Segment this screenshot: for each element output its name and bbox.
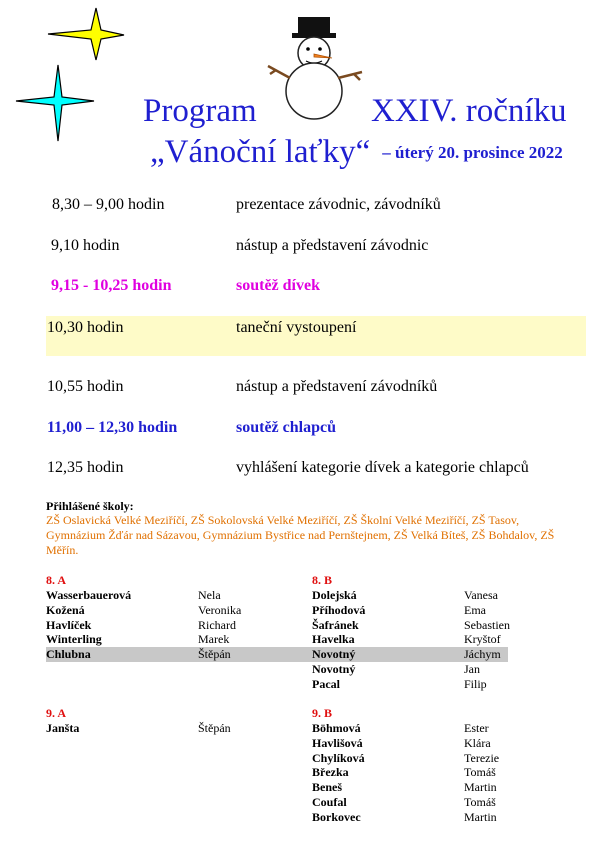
schedule-row [46, 408, 586, 448]
student-given: Veronika [198, 602, 242, 617]
class-heading: 8. A [46, 573, 67, 587]
student-row [312, 810, 512, 825]
class-8a [46, 573, 246, 662]
schedule-desc: taneční vystoupení [236, 319, 357, 336]
schedule-time: 10,55 hodin [47, 378, 124, 395]
student-row [312, 588, 512, 603]
student-row [312, 662, 512, 677]
class-9b [312, 706, 512, 825]
student-given: Richard [198, 617, 236, 632]
student-surname: Dolejská [312, 588, 357, 602]
student-given: Ema [464, 602, 486, 617]
event-name: „Vánoční laťky“ [150, 134, 371, 170]
student-row [46, 618, 246, 633]
student-given: Klára [464, 735, 491, 750]
student-given: Tomáš [464, 794, 496, 809]
student-surname: Pacal [312, 676, 340, 691]
student-given: Vanesa [464, 588, 498, 602]
student-row [46, 603, 246, 618]
class-8b [312, 573, 512, 692]
student-given: Marek [198, 632, 230, 647]
student-surname: Novotný [312, 647, 356, 662]
student-given: Štěpán [198, 647, 231, 662]
schedule-row [46, 266, 586, 306]
student-row [46, 721, 246, 736]
schedule-row [46, 316, 586, 356]
schools-list: ZŠ Oslavická Velké Meziříčí, ZŠ Sokolovská Velké Meziříčí, ZŠ Školní Velké Meziříčí, ZŠ Tasov, Gymnázium Žďár nad Sázavou, Gymnázium Bystřice nad Pernštejnem, ZŠ Velká Bíteš, ZŠ Bohdalov, ZŠ Měřín. [46, 513, 555, 557]
student-row [312, 721, 512, 736]
cyan-star-icon [14, 63, 96, 143]
schedule-row [46, 367, 586, 407]
schedule-desc: soutěž dívek [236, 277, 320, 294]
schedule-time: 9,15 - 10,25 hodin [51, 277, 172, 294]
class-heading: 8. B [312, 573, 333, 587]
student-surname: Kožená [46, 602, 85, 617]
student-surname: Winterling [46, 632, 102, 647]
student-given: Martin [464, 780, 497, 795]
student-surname: Chlubna [46, 647, 91, 662]
student-surname: Šafránek [312, 617, 359, 632]
student-row [312, 736, 512, 751]
student-row [312, 603, 512, 618]
schedule-time: 12,35 hodin [47, 459, 124, 476]
student-surname: Havelka [312, 632, 355, 647]
student-row [312, 751, 512, 766]
schedule-desc: vyhlášení kategorie dívek a kategorie chlapců [236, 459, 529, 476]
student-surname: Havlíček [46, 617, 92, 632]
yellow-star-icon [44, 6, 126, 62]
student-given: Ester [464, 721, 489, 735]
student-row [312, 647, 508, 662]
schedule-time: 9,10 hodin [51, 237, 120, 254]
student-surname: Wasserbauerová [46, 588, 132, 602]
student-row [312, 632, 512, 647]
schools-heading: Přihlášené školy: [46, 499, 134, 513]
page-subtitle [150, 134, 563, 171]
student-row [46, 647, 312, 662]
class-heading: 9. A [46, 706, 67, 720]
student-surname: Borkovec [312, 809, 361, 824]
student-surname: Beneš [312, 780, 342, 795]
student-surname: Březka [312, 765, 349, 780]
student-row [312, 765, 512, 780]
student-given: Kryštof [464, 632, 501, 647]
student-surname: Příhodová [312, 602, 366, 617]
student-given: Sebastien [464, 617, 510, 632]
student-given: Jan [464, 661, 480, 676]
student-given: Jáchym [464, 647, 501, 662]
title-year: XXIV. ročníku [371, 93, 567, 129]
student-surname: Novotný [312, 661, 356, 676]
event-date: – úterý 20. prosince 2022 [382, 143, 563, 162]
schedule-time: 10,30 hodin [47, 319, 124, 336]
student-given: Tomáš [464, 765, 496, 780]
class-heading: 9. B [312, 706, 333, 720]
schedule-desc: nástup a představení závodnic [236, 237, 429, 254]
schedule-desc: soutěž chlapců [236, 419, 336, 436]
student-given: Nela [198, 588, 221, 602]
student-row [312, 795, 512, 810]
student-row [312, 677, 512, 692]
schedule-row [46, 448, 586, 488]
schedule-row [46, 226, 586, 266]
class-9a [46, 706, 246, 736]
student-surname: Coufal [312, 794, 347, 809]
student-row [46, 588, 246, 603]
schedule-desc: prezentace závodnic, závodníků [236, 196, 441, 213]
schedule-row [46, 185, 586, 225]
student-surname: Böhmová [312, 721, 361, 735]
schedule-time: 8,30 – 9,00 hodin [52, 196, 165, 213]
schedule-time: 11,00 – 12,30 hodin [47, 419, 178, 436]
student-row [312, 618, 512, 633]
student-given: Štěpán [198, 721, 231, 735]
title-program: Program [143, 93, 257, 129]
student-row [312, 780, 512, 795]
student-surname: Havlišová [312, 735, 363, 750]
snowman-icon [262, 16, 370, 128]
student-surname: Chylíková [312, 750, 365, 765]
student-given: Terezie [464, 750, 500, 765]
student-surname: Janšta [46, 721, 80, 735]
student-given: Martin [464, 809, 497, 824]
student-row [46, 632, 246, 647]
student-given: Filip [464, 676, 487, 691]
schedule-desc: nástup a představení závodníků [236, 378, 438, 395]
